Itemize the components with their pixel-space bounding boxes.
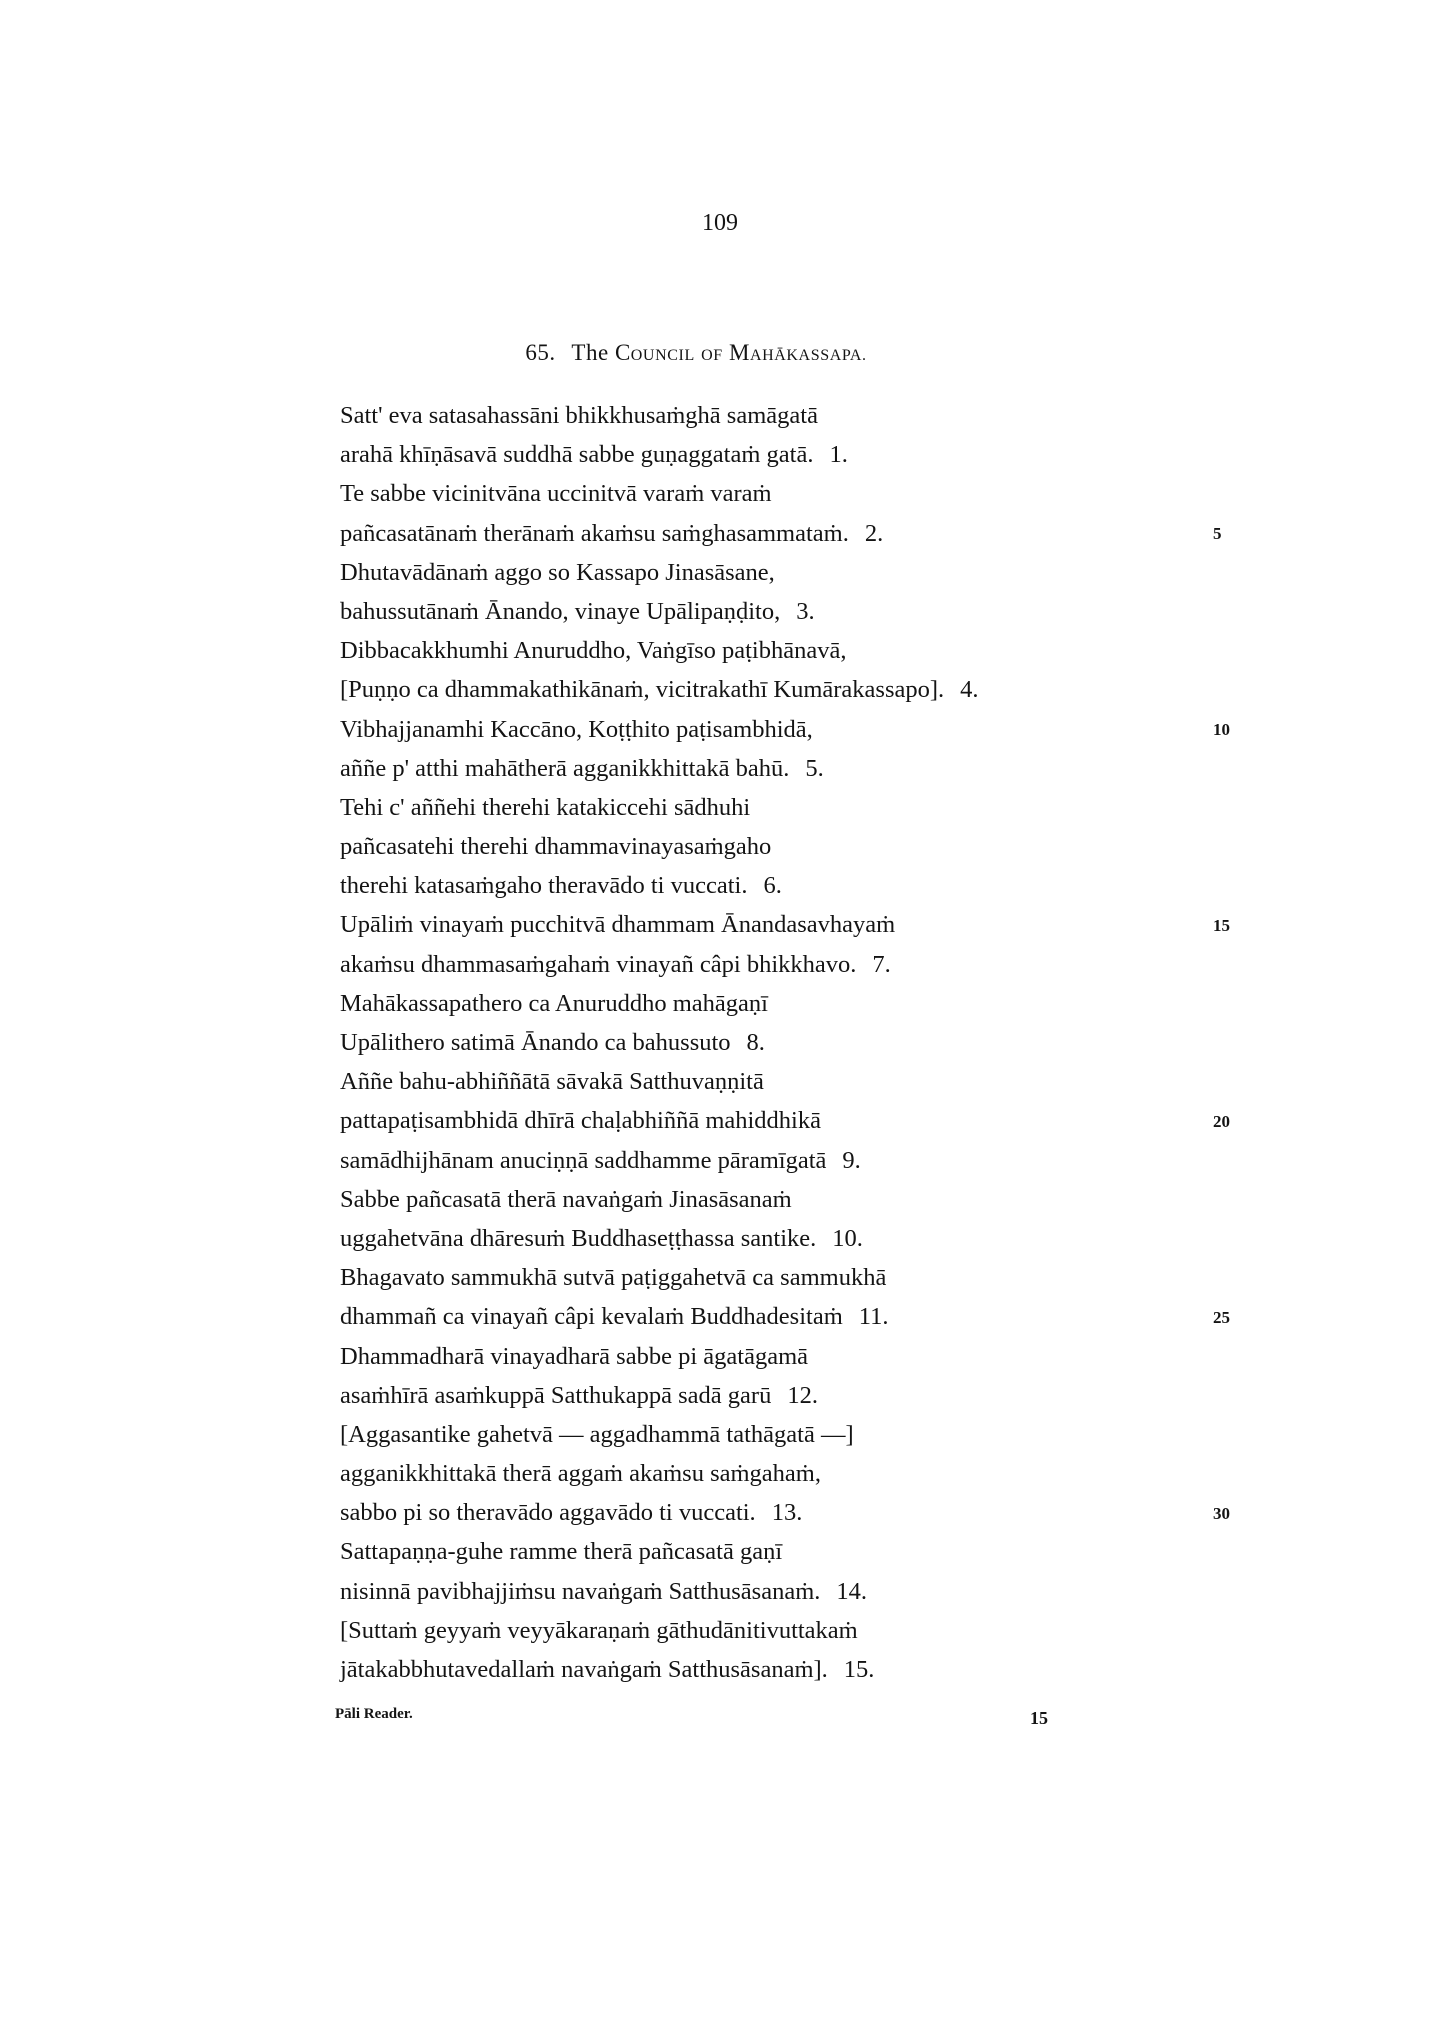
verse-line-text: Sattapaṇṇa-guhe ramme therā pañcasatā gaṇī <box>340 1538 783 1566</box>
verse-line <box>340 945 1200 984</box>
verse-text-block <box>340 396 1200 1689</box>
verse-line-text: bahussutānaṁ Ānando, vinaye Upālipaṇḍito, <box>340 597 781 625</box>
verse-line-text: pañcasatehi therehi dhammavinayasaṁgaho <box>340 833 772 861</box>
verse-line <box>340 1101 1200 1140</box>
verse-number: 10. <box>832 1224 863 1252</box>
verse-line <box>340 435 1200 474</box>
verse-line <box>340 474 1200 513</box>
verse-line-text: nisinnā pavibhajjiṁsu navaṅgaṁ Satthusāsanaṁ. <box>340 1577 821 1605</box>
verse-line-text: aññe p' atthi mahātherā agganikkhittakā bahū. <box>340 754 790 782</box>
verse-line-text: uggahetvāna dhāresuṁ Buddhaseṭṭhassa santike. <box>340 1224 817 1252</box>
section-number: 65. <box>525 340 556 365</box>
heading-word-mahakassapa-rest: AHĀKASSAPA. <box>749 347 867 364</box>
verse-line <box>340 1493 1200 1532</box>
verse-line-text: Bhagavato sammukhā sutvā paṭiggahetvā ca sammukhā <box>340 1264 887 1292</box>
verse-line-text: [Puṇṇo ca dhammakathikānaṁ, vicitrakathī Kumārakassapo]. <box>340 676 945 704</box>
verse-line <box>340 984 1200 1023</box>
verse-line <box>340 905 1200 944</box>
verse-line <box>340 592 1200 631</box>
section-heading <box>336 338 1056 371</box>
margin-line-number: 10 <box>1213 719 1230 739</box>
verse-line-text: Vibhajjanamhi Kaccāno, Koṭṭhito paṭisambhidā, <box>340 715 813 743</box>
verse-line <box>340 1180 1200 1219</box>
heading-word-council-initial: C <box>614 340 631 365</box>
verse-line <box>340 1415 1200 1454</box>
verse-line <box>340 631 1200 670</box>
verse-number: 14. <box>836 1577 868 1605</box>
verse-line-text: [Aggasantike gahetvā — aggadhammā tathāgatā —] <box>340 1420 854 1448</box>
signature-mark: 15 <box>1030 1708 1048 1728</box>
verse-line <box>340 670 1200 709</box>
verse-line-text: agganikkhittakā therā aggaṁ akaṁsu saṁgahaṁ, <box>340 1460 821 1488</box>
verse-line <box>340 553 1200 592</box>
verse-number: 2. <box>864 519 884 547</box>
verse-number: 3. <box>796 597 815 625</box>
verse-number: 11. <box>858 1303 889 1331</box>
verse-line-text: jātakabbhutavedallaṁ navaṅgaṁ Satthusāsanaṁ]. <box>340 1656 828 1683</box>
verse-line <box>340 866 1200 905</box>
verse-number: 8. <box>746 1029 765 1056</box>
verse-line <box>340 1572 1200 1611</box>
verse-line <box>340 396 1200 435</box>
verse-line-text: akaṁsu dhammasaṁgahaṁ vinayañ câpi bhikkhavo. <box>340 950 857 978</box>
margin-line-number: 5 <box>1213 523 1222 543</box>
verse-line <box>340 1376 1200 1415</box>
verse-line-text: Upāliṁ vinayaṁ pucchitvā dhammam Ānandasavhayaṁ <box>340 911 896 939</box>
verse-line <box>340 749 1200 788</box>
verse-line-text: Aññe bahu-abhiññātā sāvakā Satthuvaṇṇitā <box>340 1068 764 1096</box>
margin-line-number: 30 <box>1213 1503 1230 1523</box>
verse-line <box>340 1650 1200 1689</box>
verse-line <box>340 514 1200 553</box>
verse-line <box>340 1023 1200 1062</box>
verse-line-text: Dhutavādānaṁ aggo so Kassapo Jinasāsane, <box>340 558 775 586</box>
verse-number: 5. <box>805 754 824 782</box>
heading-word-of: OF <box>701 347 723 364</box>
verse-line <box>340 1062 1200 1101</box>
verse-line-text: arahā khīṇāsavā suddhā sabbe guṇaggataṁ gatā. <box>340 441 814 469</box>
verse-line <box>340 1258 1200 1297</box>
verse-line <box>340 827 1200 866</box>
heading-word-the: The <box>571 340 609 365</box>
heading-word-council-rest: OUNCIL <box>630 347 695 364</box>
footer-book-title: Pāli Reader. <box>335 1706 413 1722</box>
verse-line <box>340 710 1200 749</box>
verse-line-text: pattapaṭisambhidā dhīrā chaḷabhiññā mahiddhikā <box>340 1107 821 1135</box>
margin-line-number: 25 <box>1213 1307 1230 1327</box>
heading-word-mahakassapa-initial: M <box>728 340 750 365</box>
verse-line-text: Te sabbe vicinitvāna uccinitvā varaṁ varaṁ <box>340 480 772 508</box>
verse-line-text: samādhijhānam anuciṇṇā saddhamme pāramīgatā <box>340 1146 827 1174</box>
verse-line-text: Sabbe pañcasatā therā navaṅgaṁ Jinasāsanaṁ <box>340 1185 792 1213</box>
verse-line <box>340 1337 1200 1376</box>
verse-number: 9. <box>842 1146 861 1174</box>
verse-line-text: dhammañ ca vinayañ câpi kevalaṁ Buddhadesitaṁ <box>340 1303 843 1331</box>
verse-line-text: [Suttaṁ geyyaṁ veyyākaraṇaṁ gāthudānitivuttakaṁ <box>340 1616 858 1644</box>
verse-number: 13. <box>771 1499 803 1527</box>
verse-line-text: Dibbacakkhumhi Anuruddho, Vaṅgīso paṭibhānavā, <box>340 637 847 665</box>
verse-line <box>340 1297 1200 1336</box>
verse-line-text: sabbo pi so theravādo aggavādo ti vuccati. <box>340 1499 756 1527</box>
verse-line <box>340 1219 1200 1258</box>
verse-number: 6. <box>763 872 782 900</box>
verse-number: 12. <box>787 1381 818 1409</box>
verse-line-text: pañcasatānaṁ therānaṁ akaṁsu saṁghasammataṁ. <box>340 519 849 547</box>
page-number: 109 <box>702 210 738 236</box>
verse-line <box>340 1141 1200 1180</box>
verse-line <box>340 1454 1200 1493</box>
verse-number: 4. <box>960 676 979 704</box>
verse-number: 15. <box>843 1656 875 1683</box>
verse-line-text: therehi katasaṁgaho theravādo ti vuccati. <box>340 872 748 900</box>
verse-line-text: Tehi c' aññehi therehi katakiccehi sādhuhi <box>340 793 751 821</box>
verse-line-text: Satt' eva satasahassāni bhikkhusaṁghā samāgatā <box>340 402 818 429</box>
margin-line-number: 15 <box>1213 915 1230 935</box>
verse-number: 1. <box>829 441 848 469</box>
verse-line-text: Upālithero satimā Ānando ca bahussuto <box>340 1029 731 1056</box>
verse-number: 7. <box>872 950 891 978</box>
verse-line <box>340 788 1200 827</box>
verse-line-text: asaṁhīrā asaṁkuppā Satthukappā sadā garū <box>340 1381 772 1409</box>
verse-line-text: Dhammadharā vinayadharā sabbe pi āgatāgamā <box>340 1342 809 1370</box>
verse-line <box>340 1611 1200 1650</box>
verse-line-text: Mahākassapathero ca Anuruddho mahāgaṇī <box>340 989 768 1017</box>
margin-line-number: 20 <box>1213 1111 1230 1131</box>
verse-line <box>340 1532 1200 1571</box>
